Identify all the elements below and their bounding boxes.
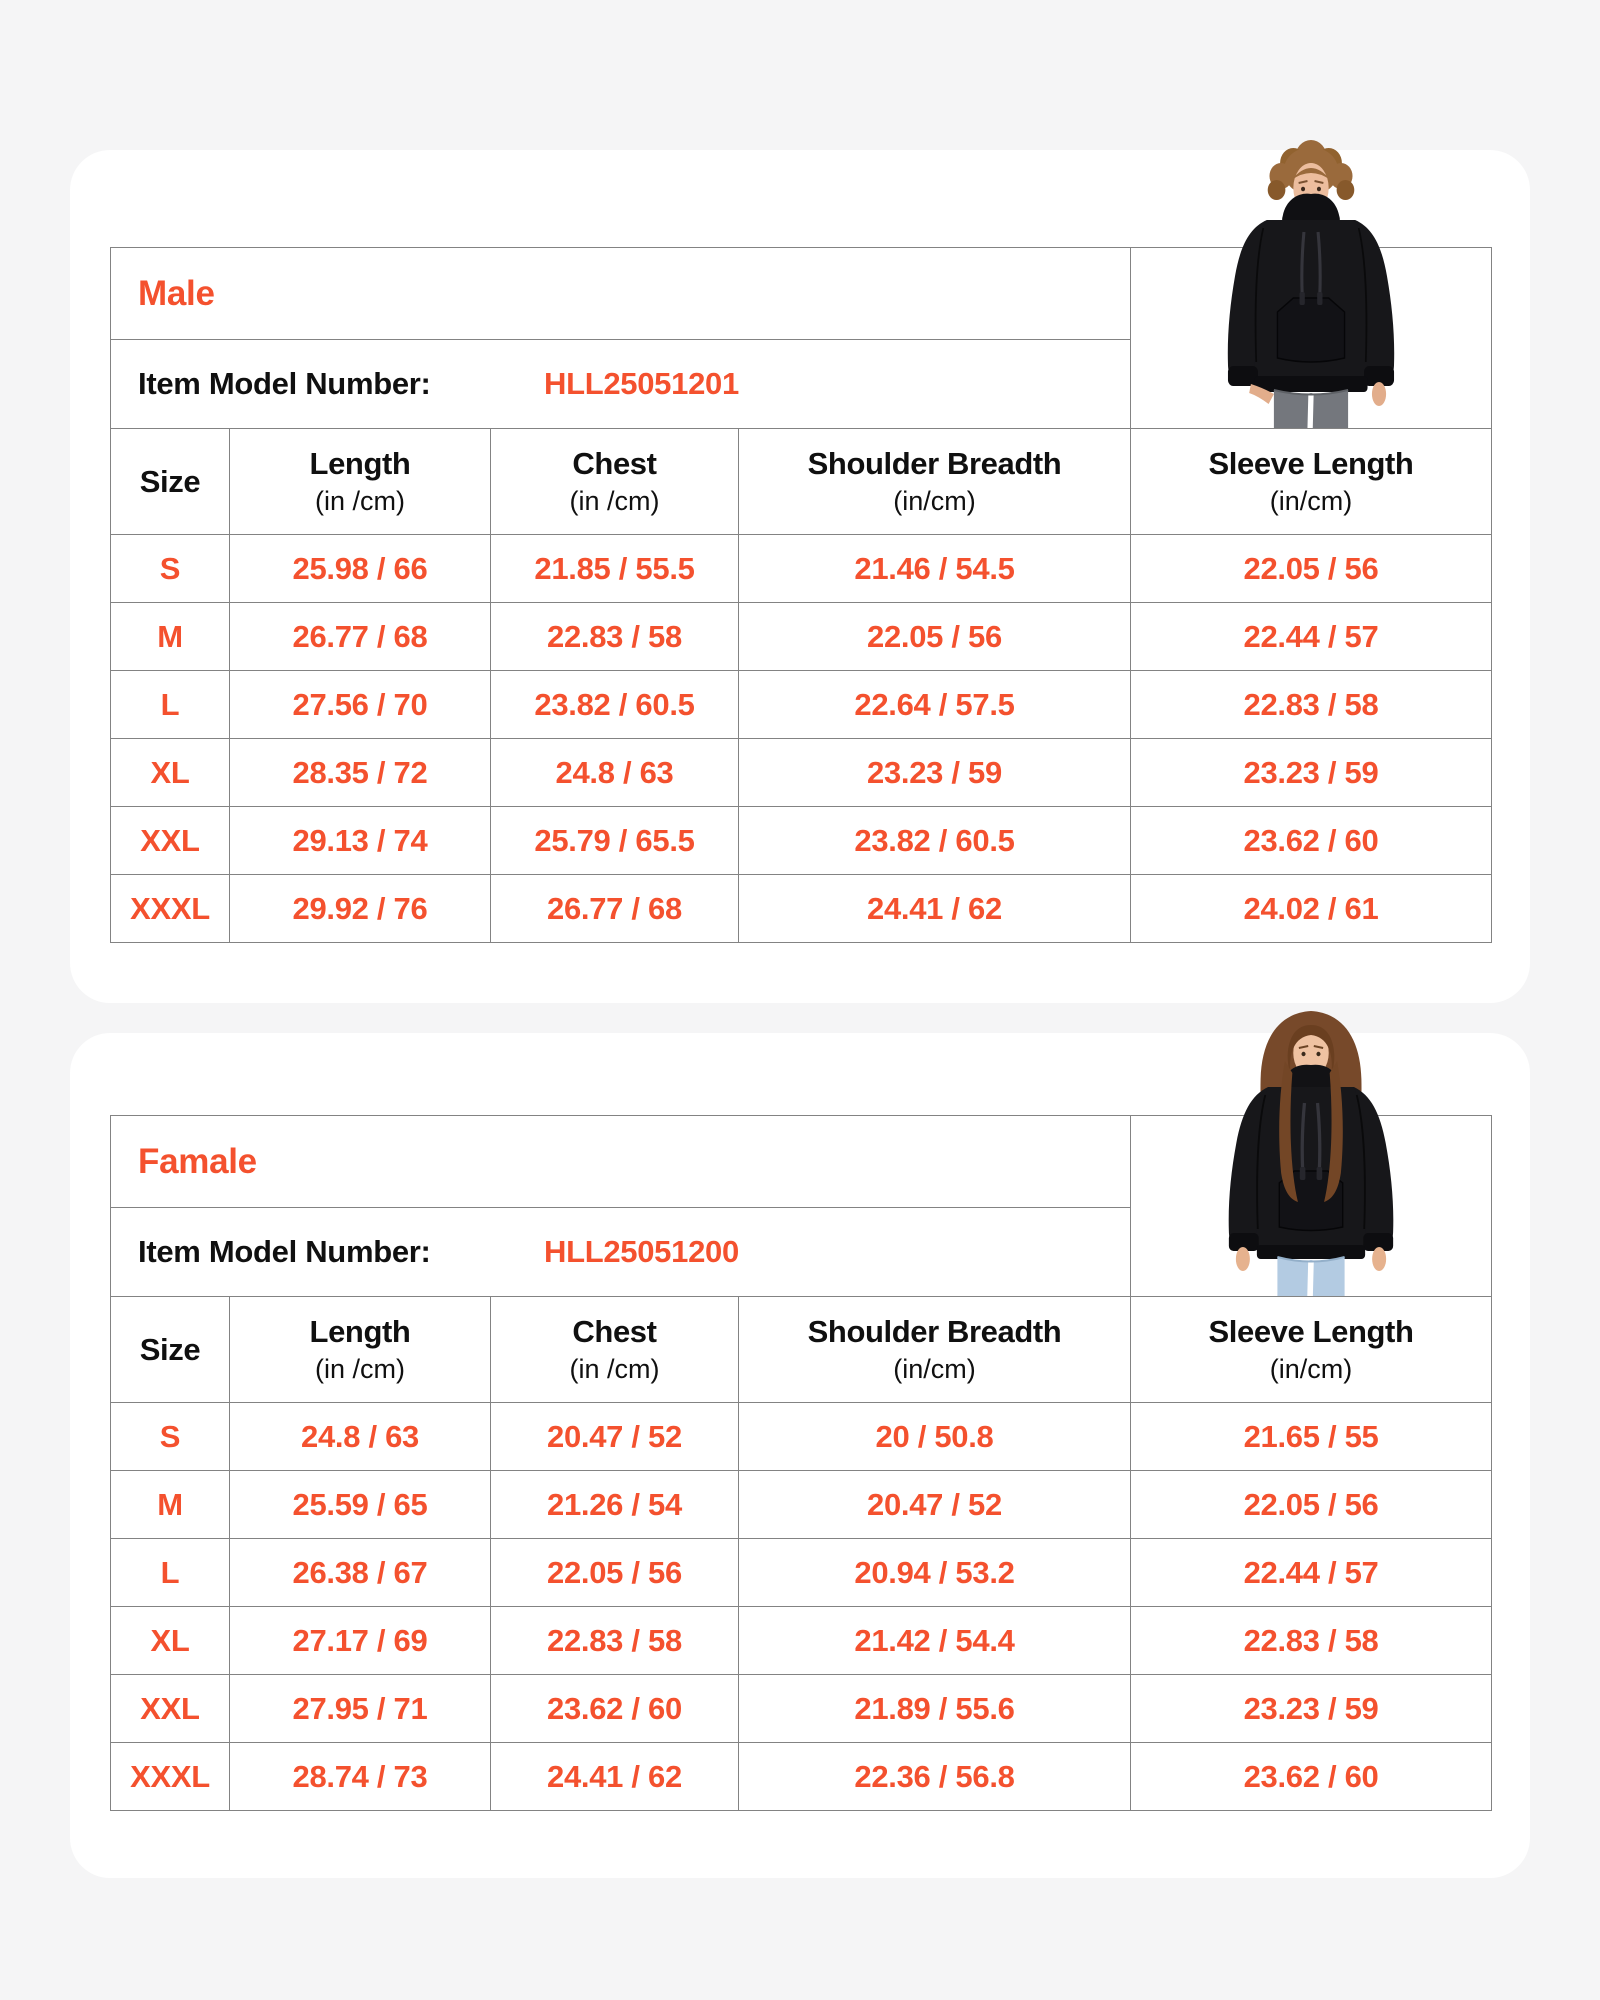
shoulder-cell: 20 / 50.8 <box>739 1403 1131 1471</box>
header-length-label: Length <box>309 1314 411 1350</box>
size-cell: XL <box>111 739 230 807</box>
female-row-m <box>111 1471 1492 1539</box>
length-cell: 25.98 / 66 <box>230 535 491 603</box>
header-chest-label: Chest <box>572 446 657 482</box>
female-jeans <box>1277 1257 1344 1296</box>
female-row-l <box>111 1539 1492 1607</box>
header-sleeve-unit: (in/cm) <box>1269 485 1353 516</box>
chest-cell: 22.05 / 56 <box>491 1539 739 1607</box>
female-model-photo-cell <box>1131 1116 1492 1297</box>
shoulder-cell: 20.47 / 52 <box>739 1471 1131 1539</box>
header-length-label: Length <box>309 446 411 482</box>
male-model-number-cell <box>111 340 1131 429</box>
column-header-length <box>230 1297 491 1403</box>
chest-cell: 26.77 / 68 <box>491 875 739 943</box>
sleeve-cell: 24.02 / 61 <box>1131 875 1492 943</box>
chest-cell: 22.83 / 58 <box>491 603 739 671</box>
column-header-size <box>111 429 230 535</box>
length-cell: 29.13 / 74 <box>230 807 491 875</box>
column-header-chest <box>491 1297 739 1403</box>
male-gender-title: Male <box>111 248 1131 340</box>
chest-cell: 24.41 / 62 <box>491 1743 739 1811</box>
male-row-m <box>111 603 1492 671</box>
sleeve-cell: 21.65 / 55 <box>1131 1403 1492 1471</box>
female-row-xxxl <box>111 1743 1492 1811</box>
female-row-xxl <box>111 1675 1492 1743</box>
sleeve-cell: 23.62 / 60 <box>1131 807 1492 875</box>
size-cell: XXXL <box>111 1743 230 1811</box>
male-model-photo-cell <box>1131 248 1492 429</box>
header-shoulder-unit: (in/cm) <box>893 1353 976 1384</box>
item-model-number: HLL25051200 <box>544 1234 739 1269</box>
header-shoulder-unit: (in/cm) <box>893 485 976 516</box>
size-cell: L <box>111 671 230 739</box>
header-sleeve-label: Sleeve Length <box>1208 1314 1414 1350</box>
female-title-row <box>111 1116 1492 1208</box>
item-model-number: HLL25051201 <box>544 366 739 401</box>
column-header-shoulder <box>739 429 1131 535</box>
female-gender-title: Famale <box>111 1116 1131 1208</box>
chest-cell: 21.26 / 54 <box>491 1471 739 1539</box>
male-row-xxl <box>111 807 1492 875</box>
chest-cell: 20.47 / 52 <box>491 1403 739 1471</box>
male-title-row <box>111 248 1492 340</box>
shoulder-cell: 22.36 / 56.8 <box>739 1743 1131 1811</box>
header-sleeve-label: Sleeve Length <box>1208 446 1414 482</box>
female-model-number-cell <box>111 1208 1131 1297</box>
column-header-chest <box>491 429 739 535</box>
length-cell: 27.56 / 70 <box>230 671 491 739</box>
size-cell: L <box>111 1539 230 1607</box>
sleeve-cell: 22.83 / 58 <box>1131 671 1492 739</box>
sleeve-cell: 22.83 / 58 <box>1131 1607 1492 1675</box>
size-cell: XXL <box>111 1675 230 1743</box>
header-size-label: Size <box>139 463 201 499</box>
column-header-length <box>230 429 491 535</box>
shoulder-cell: 21.42 / 54.4 <box>739 1607 1131 1675</box>
item-model-label: Item Model Number: <box>138 1234 431 1269</box>
length-cell: 25.59 / 65 <box>230 1471 491 1539</box>
shoulder-cell: 23.23 / 59 <box>739 739 1131 807</box>
shoulder-cell: 22.05 / 56 <box>739 603 1131 671</box>
chest-cell: 23.82 / 60.5 <box>491 671 739 739</box>
chest-cell: 24.8 / 63 <box>491 739 739 807</box>
item-model-label: Item Model Number: <box>138 366 431 401</box>
header-shoulder-label: Shoulder Breadth <box>807 446 1062 482</box>
shoulder-cell: 22.64 / 57.5 <box>739 671 1131 739</box>
chest-cell: 25.79 / 65.5 <box>491 807 739 875</box>
female-model-photo <box>1171 1001 1451 1296</box>
shoulder-cell: 20.94 / 53.2 <box>739 1539 1131 1607</box>
male-hoodie <box>1228 194 1394 392</box>
male-row-xxxl <box>111 875 1492 943</box>
female-size-table <box>110 1115 1492 1811</box>
size-cell: XXL <box>111 807 230 875</box>
column-header-sleeve <box>1131 1297 1492 1403</box>
male-row-xl <box>111 739 1492 807</box>
sleeve-cell: 22.05 / 56 <box>1131 1471 1492 1539</box>
male-model-photo <box>1179 136 1444 428</box>
size-cell: XXXL <box>111 875 230 943</box>
chest-cell: 22.83 / 58 <box>491 1607 739 1675</box>
column-header-sleeve <box>1131 429 1492 535</box>
length-cell: 24.8 / 63 <box>230 1403 491 1471</box>
male-header-row <box>111 429 1492 535</box>
female-header-row <box>111 1297 1492 1403</box>
header-chest-label: Chest <box>572 1314 657 1350</box>
chest-cell: 21.85 / 55.5 <box>491 535 739 603</box>
sleeve-cell: 23.23 / 59 <box>1131 1675 1492 1743</box>
sleeve-cell: 22.05 / 56 <box>1131 535 1492 603</box>
sleeve-cell: 22.44 / 57 <box>1131 603 1492 671</box>
size-cell: S <box>111 535 230 603</box>
header-length-unit: (in /cm) <box>315 485 405 516</box>
sleeve-cell: 23.62 / 60 <box>1131 1743 1492 1811</box>
sleeve-cell: 22.44 / 57 <box>1131 1539 1492 1607</box>
male-pants <box>1274 390 1348 428</box>
sleeve-cell: 23.23 / 59 <box>1131 739 1492 807</box>
header-shoulder-label: Shoulder Breadth <box>807 1314 1062 1350</box>
male-size-table <box>110 247 1492 943</box>
size-cell: S <box>111 1403 230 1471</box>
header-size-label: Size <box>139 1331 201 1367</box>
column-header-shoulder <box>739 1297 1131 1403</box>
shoulder-cell: 21.46 / 54.5 <box>739 535 1131 603</box>
male-row-s <box>111 535 1492 603</box>
length-cell: 29.92 / 76 <box>230 875 491 943</box>
length-cell: 28.35 / 72 <box>230 739 491 807</box>
length-cell: 26.38 / 67 <box>230 1539 491 1607</box>
length-cell: 27.95 / 71 <box>230 1675 491 1743</box>
size-cell: M <box>111 603 230 671</box>
shoulder-cell: 21.89 / 55.6 <box>739 1675 1131 1743</box>
female-hoodie <box>1229 1065 1394 1259</box>
size-cell: M <box>111 1471 230 1539</box>
shoulder-cell: 24.41 / 62 <box>739 875 1131 943</box>
male-row-l <box>111 671 1492 739</box>
header-chest-unit: (in /cm) <box>569 485 660 516</box>
header-length-unit: (in /cm) <box>315 1353 405 1384</box>
length-cell: 26.77 / 68 <box>230 603 491 671</box>
female-row-xl <box>111 1607 1492 1675</box>
chest-cell: 23.62 / 60 <box>491 1675 739 1743</box>
shoulder-cell: 23.82 / 60.5 <box>739 807 1131 875</box>
length-cell: 27.17 / 69 <box>230 1607 491 1675</box>
header-sleeve-unit: (in/cm) <box>1269 1353 1353 1384</box>
header-chest-unit: (in /cm) <box>569 1353 660 1384</box>
size-cell: XL <box>111 1607 230 1675</box>
length-cell: 28.74 / 73 <box>230 1743 491 1811</box>
column-header-size <box>111 1297 230 1403</box>
female-row-s <box>111 1403 1492 1471</box>
